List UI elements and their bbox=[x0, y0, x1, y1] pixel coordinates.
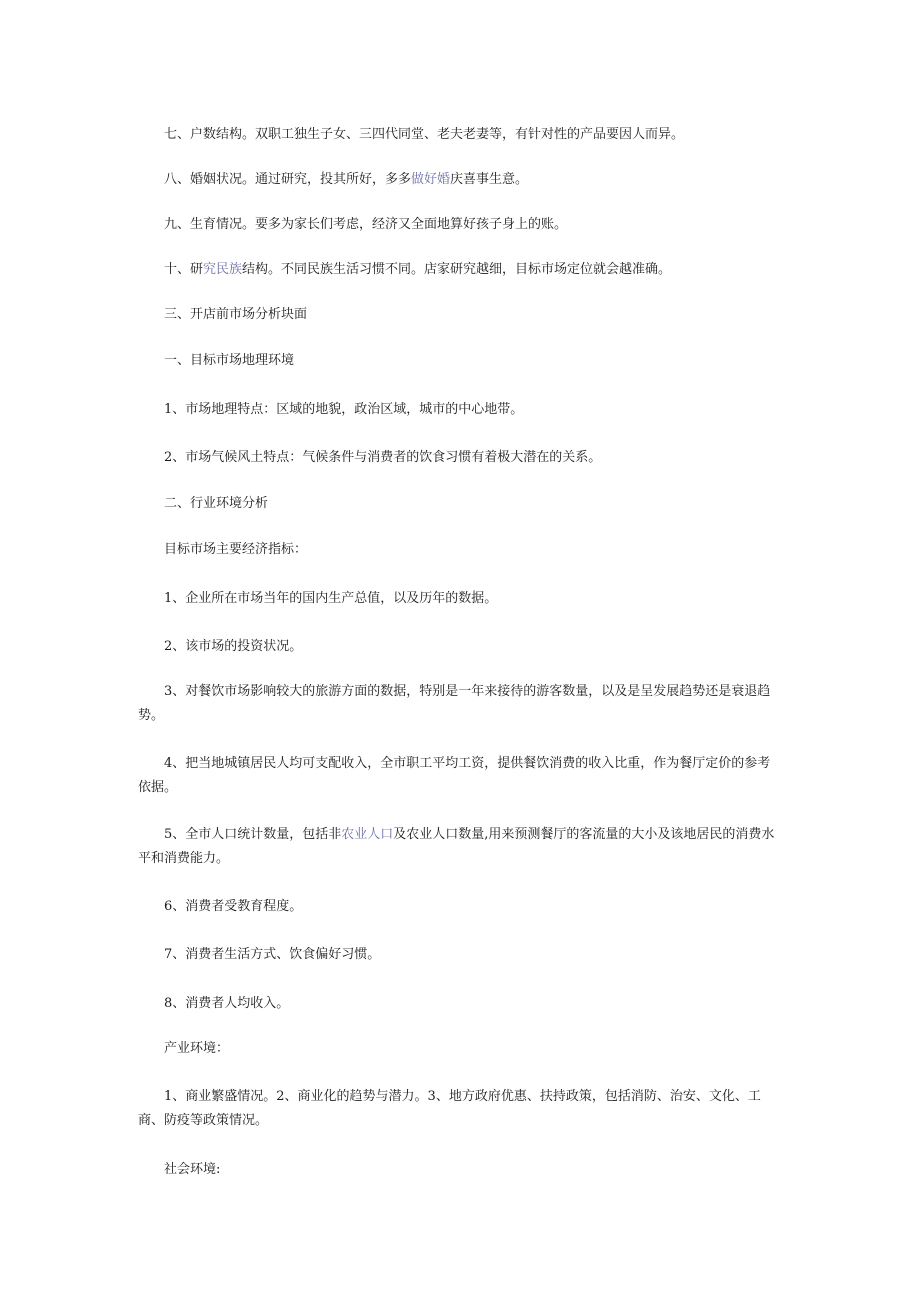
paragraph-text: 及农业人口数量,用来预测餐厅的客流量的大小及该地居民的消费水平和消费能力。 bbox=[138, 827, 775, 866]
paragraph-marriage-status bbox=[138, 168, 778, 192]
link-agricultural-population[interactable]: 农业人口 bbox=[341, 827, 394, 842]
paragraph-household-structure: 七、户数结构。双职工独生子女、三四代同堂、老夫老妻等，有针对性的产品要因人而异。 bbox=[164, 127, 685, 142]
paragraph-text: 5、全市人口统计数量，包括非 bbox=[164, 827, 342, 842]
list-item-commerce: 1、商业繁盛情况。2、商业化的趋势与潜力。3、地方政府优惠、扶持政策，包括消防、治安、文化、工商、防疫等政策情况。 bbox=[138, 1089, 761, 1128]
list-item-income-per-capita: 8、消费者人均收入。 bbox=[164, 996, 290, 1011]
section-heading-industry-environment: 二、行业环境分析 bbox=[164, 496, 269, 511]
list-item-climate-features: 2、市场气候风土特点：气候条件与消费者的饮食习惯有着极大潜在的关系。 bbox=[164, 450, 602, 465]
link-ethnic-study[interactable]: 究民族 bbox=[203, 262, 243, 277]
paragraph-birth-status: 九、生育情况。要多为家长们考虑，经济又全面地算好孩子身上的账。 bbox=[164, 217, 568, 232]
paragraph-text: 庆喜事生意。 bbox=[450, 172, 529, 187]
list-item-population bbox=[138, 823, 778, 871]
subheading-industry-environment: 产业环境： bbox=[164, 1041, 230, 1056]
list-item-gdp: 1、企业所在市场当年的国内生产总值，以及历年的数据。 bbox=[164, 591, 498, 606]
section-heading-market-analysis: 三、开店前市场分析块面 bbox=[164, 307, 308, 322]
link-wedding-business[interactable]: 做好婚 bbox=[411, 172, 451, 187]
paragraph-text: 十、研 bbox=[164, 262, 204, 277]
paragraph-ethnic-structure bbox=[138, 258, 778, 282]
subheading-economic-indicators: 目标市场主要经济指标： bbox=[164, 542, 308, 557]
list-item-geo-features: 1、市场地理特点：区域的地貌，政治区域，城市的中心地带。 bbox=[164, 402, 524, 417]
list-item-education: 6、消费者受教育程度。 bbox=[164, 899, 303, 914]
paragraph-text: 八、婚姻状况。通过研究，投其所好，多多 bbox=[164, 172, 412, 187]
list-item-tourism-data: 3、对餐饮市场影响较大的旅游方面的数据，特别是一年来接待的游客数量，以及是呈发展趋势还是衰退趋势。 bbox=[138, 684, 771, 723]
subheading-social-environment: 社会环境: bbox=[164, 1162, 221, 1177]
list-item-investment: 2、该市场的投资状况。 bbox=[164, 639, 303, 654]
paragraph-text: 结构。不同民族生活习惯不同。店家研究越细，目标市场定位就会越准确。 bbox=[242, 262, 672, 277]
list-item-lifestyle: 7、消费者生活方式、饮食偏好习惯。 bbox=[164, 947, 381, 962]
section-heading-geo-environment: 一、目标市场地理环境 bbox=[164, 353, 295, 368]
list-item-income-data: 4、把当地城镇居民人均可支配收入，全市职工平均工资，提供餐饮消费的收入比重，作为餐厅定价的参考依据。 bbox=[138, 756, 771, 795]
